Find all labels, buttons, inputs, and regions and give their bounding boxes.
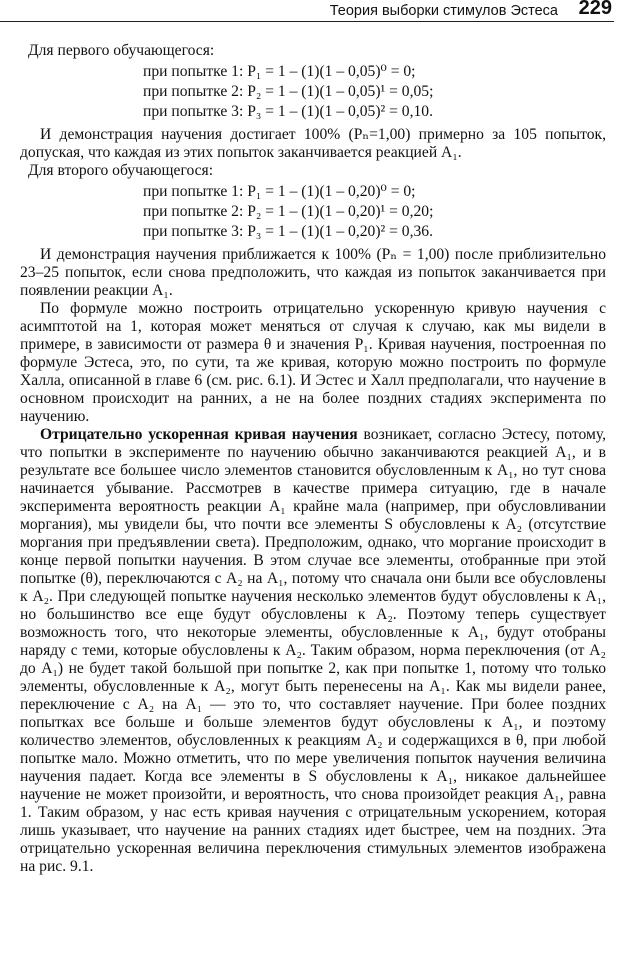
chapter-title: Теория выборки стимулов Эстеса xyxy=(329,3,558,19)
first-learner-conclusion: И демонстрация научения достигает 100% (Pₙ=1,00) примерно за 105 попыток, допуская, что каждая из этих попыток заканчивается реакцией A₁. xyxy=(20,126,606,161)
paragraph-curve xyxy=(20,426,606,876)
formula-line: при попытке 3: P₃ = 1 – (1)(1 – 0,20)² = 0,36. xyxy=(143,223,433,240)
page-body xyxy=(20,42,606,876)
first-learner-formulas xyxy=(20,62,606,122)
running-header xyxy=(0,0,620,22)
second-learner-conclusion: И демонстрация научения приближается к 100% (Pₙ = 1,00) после приблизительно 23–25 попыток, если снова предположить, что каждая из попыток заканчивается при появлении реакции A₁. xyxy=(20,246,606,299)
paragraph-formula: По формуле можно построить отрицательно ускоренную кривую научения с асимптотой на 1, которая может меняться от случая к случаю, как мы видели в примере, в зависимости от размера θ и значения P₁. Кривая научения, построенная по формуле Эстеса, это, по сути, та же кривая, которую можно построить по формуле Халла, описанной в главе 6 (см. рис. 6.1). И Эстес и Халл предполагали, что научение в основном происходит на ранних, а не на более поздних стадиях эксперимента по научению. xyxy=(20,300,606,425)
paragraph-curve-text: возникает, согласно Эстесу, потому, что попытки в эксперименте по научению обычно заканчиваются реакцией A₁, и в результате все большее число элементов становится обусловленным к A₁, но тут снова начинается убывание. Рассмотрев в качестве примера ситуацию, где в начале эксперимента вероятность реакции A₁ крайне мала (например, при обусловливании моргания), мы увидели бы, что почти все элементы S обусловлены к A₂ (отсутствие моргания при предъявлении света). Предположим, однако, что моргание происходит в конце первой попытки научения. В этом случае все элементы, отобранные при этой попытке (θ), переключаются с A₂ на A₁, потому что сначала они были все обусловлены к A₂. При следующей попытке научения несколько элементов будут обусловлены к A₁, но большинство все еще будут обусловлены к A₂. Поэтому теперь существует возможность того, что некоторые элементы, обусловленные к A₁, будут отобраны наряду с теми, которые обусловлены к A₂. Таким образом, норма переключения (от A₂ до A₁) не будет такой большой при попытке 2, как при попытке 1, потому что только элементы, обусловленные к A₂, могут быть перенесены на A₁. Как мы видели ранее, переключение с A₂ на A₁ — это то, что составляет научение. При более поздних попытках все больше и больше элементов будут обусловлены к A₁, и поэтому количество элементов, обусловленных к реакциям A₂ и содержащихся в θ, при любой попытке мало. Можно отметить, что по мере увеличения попыток научения величина научения падает. Когда все элементы в S обусловлены к A₁, никакое дальнейшее научение не может произойти, и вероятность, что снова произойдет реакция A₁, равна 1. Таким образом, у нас есть кривая научения с отрицательным ускорением, которая лишь указывает, что научение на ранних стадиях идет быстрее, чем на поздних. Эта отрицательно ускоренная величина переключения стимульных элементов изображена на рис. 9.1. xyxy=(20,426,606,875)
formula-line: при попытке 2: P₂ = 1 – (1)(1 – 0,05)¹ = 0,05; xyxy=(143,83,434,100)
page-number: 229 xyxy=(578,0,612,19)
second-learner-intro: Для второго обучающегося: xyxy=(28,162,214,179)
bold-term: Отрицательно ускоренная кривая научения xyxy=(40,426,358,443)
formula-line: при попытке 2: P₂ = 1 – (1)(1 – 0,20)¹ = 0,20; xyxy=(143,203,434,220)
first-learner-intro: Для первого обучающегося: xyxy=(28,42,215,59)
second-learner-formulas xyxy=(20,182,606,242)
formula-line: при попытке 3: P₃ = 1 – (1)(1 – 0,05)² = 0,10. xyxy=(143,103,433,120)
header-rule xyxy=(0,21,614,22)
formula-line: при попытке 1: P₁ = 1 – (1)(1 – 0,05)⁰ = 0; xyxy=(143,63,416,80)
formula-line: при попытке 1: P₁ = 1 – (1)(1 – 0,20)⁰ = 0; xyxy=(143,183,416,200)
